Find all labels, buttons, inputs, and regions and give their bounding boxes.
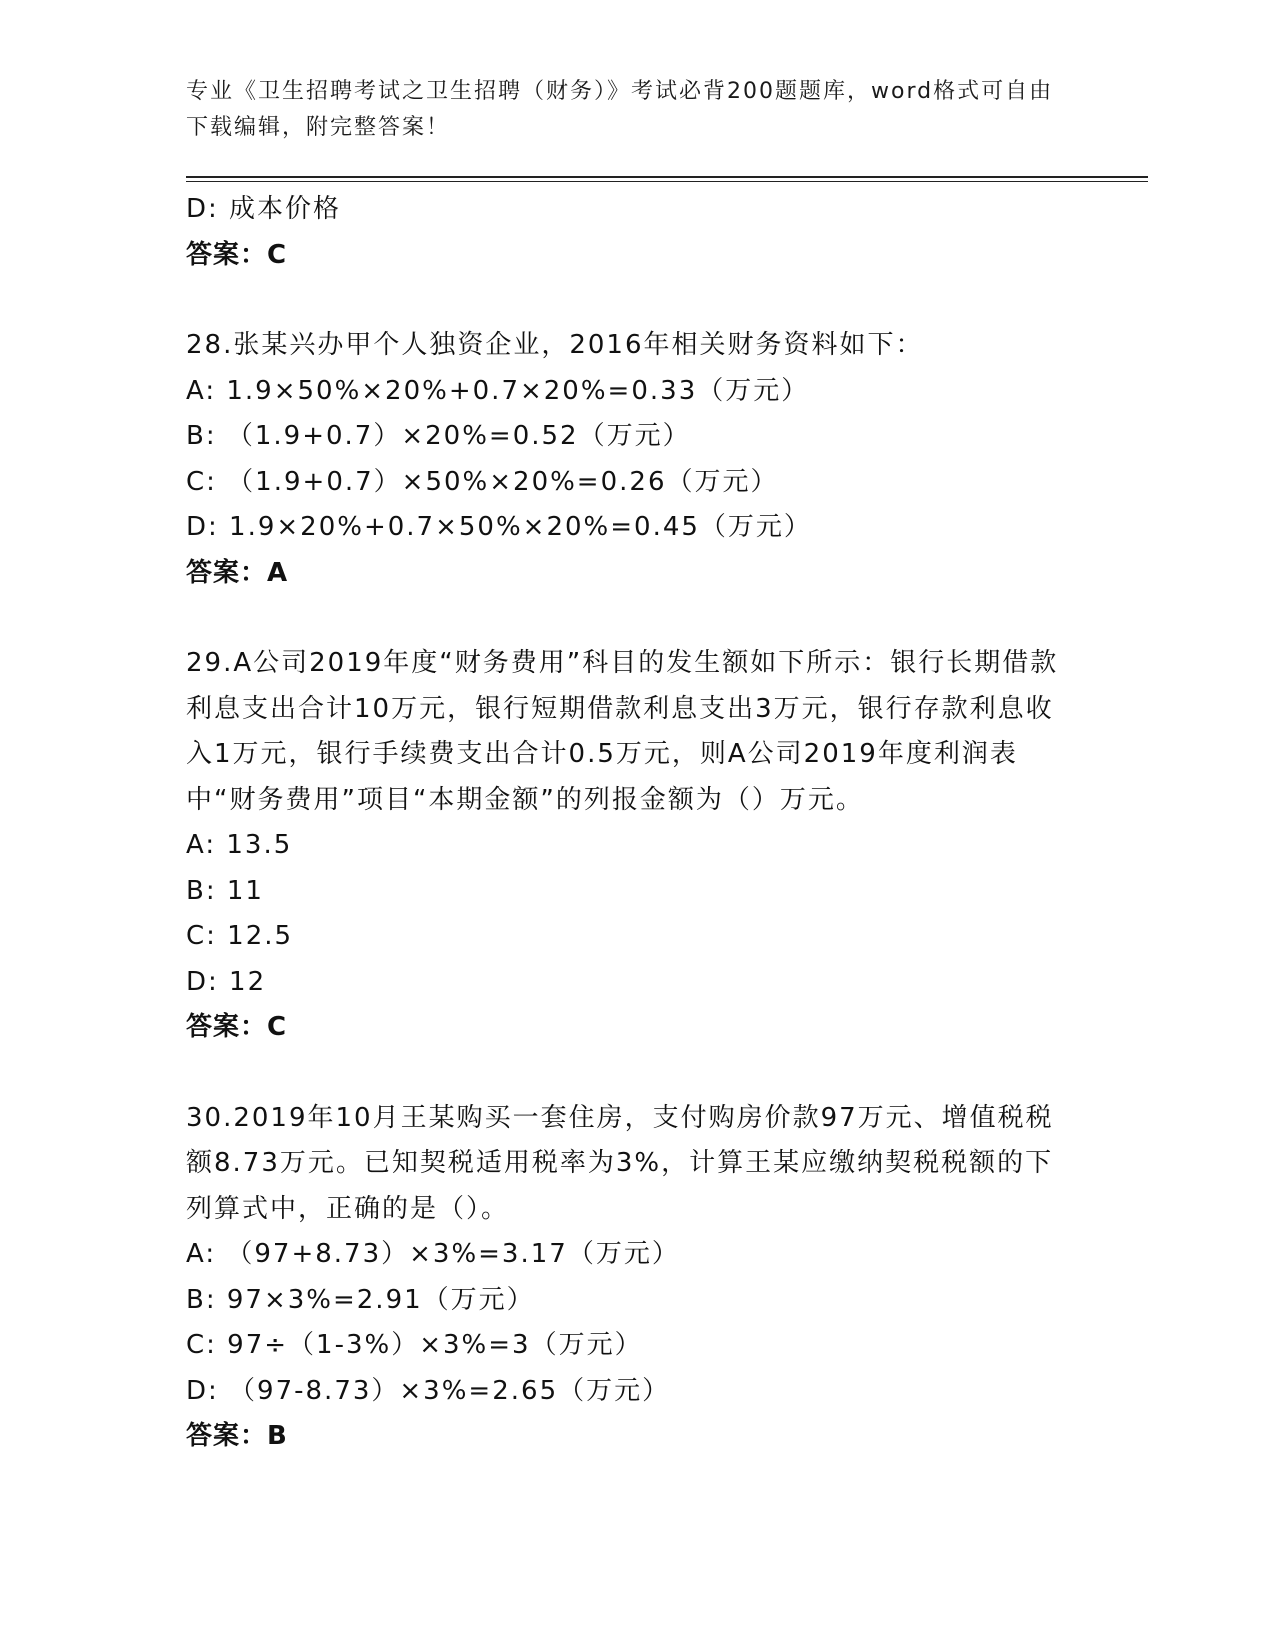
option-b: B: （1.9+0.7）×20%=0.52（万元） [186, 421, 691, 451]
document-body [186, 187, 1086, 1460]
question-28 [186, 323, 1086, 596]
question-stem: 29.A公司2019年度“财务费用”科目的发生额如下所示：银行长期借款利息支出合计10万元，银行短期借款利息支出3万元，银行存款利息收入1万元，银行手续费支出合计0.5万元，则A公司2019年度利润表中“财务费用”项目“本期金额”的列报金额为（）万元。 [186, 648, 1059, 815]
question-30 [186, 1096, 1086, 1460]
answer-line: 答案：C [186, 1012, 288, 1042]
spacer [186, 278, 1086, 323]
spacer [186, 1051, 1086, 1096]
option-b: B: 97×3%=2.91（万元） [186, 1284, 535, 1315]
answer-line: 答案：B [186, 1421, 288, 1451]
option-c: C: （1.9+0.7）×50%×20%=0.26（万元） [186, 466, 779, 497]
option-a: A: 13.5 [186, 830, 293, 860]
answer-line: 答案：A [186, 557, 289, 588]
option-d: D: 1.9×20%+0.7×50%×20%=0.45（万元） [186, 512, 812, 542]
option-d: D: 成本价格 [186, 194, 342, 224]
page-header: 专业《卫生招聘考试之卫生招聘（财务）》考试必背200题题库，word格式可自由下载编辑，附完整答案！ [186, 79, 1054, 140]
question-stem: 30.2019年10月王某购买一套住房，支付购房价款97万元、增值税税额8.73万元。已知契税适用税率为3%，计算王某应缴纳契税税额的下列算式中，正确的是（）。 [186, 1102, 1054, 1224]
option-a: A: 1.9×50%×20%+0.7×20%=0.33（万元） [186, 375, 810, 406]
option-c: C: 97÷（1-3%）×3%=3（万元） [186, 1330, 643, 1360]
question-29 [186, 641, 1086, 1051]
header-divider-secondary [186, 181, 1148, 182]
answer-line: 答案：C [186, 239, 288, 270]
question-stem: 28.张某兴办甲个人独资企业，2016年相关财务资料如下： [186, 330, 924, 360]
header-divider [186, 176, 1148, 178]
option-c: C: 12.5 [186, 921, 294, 951]
option-b: B: 11 [186, 875, 264, 906]
option-a: A: （97+8.73）×3%=3.17（万元） [186, 1239, 680, 1269]
spacer [186, 596, 1086, 641]
option-d: D: （97-8.73）×3%=2.65（万元） [186, 1375, 671, 1406]
option-d: D: 12 [186, 966, 267, 997]
